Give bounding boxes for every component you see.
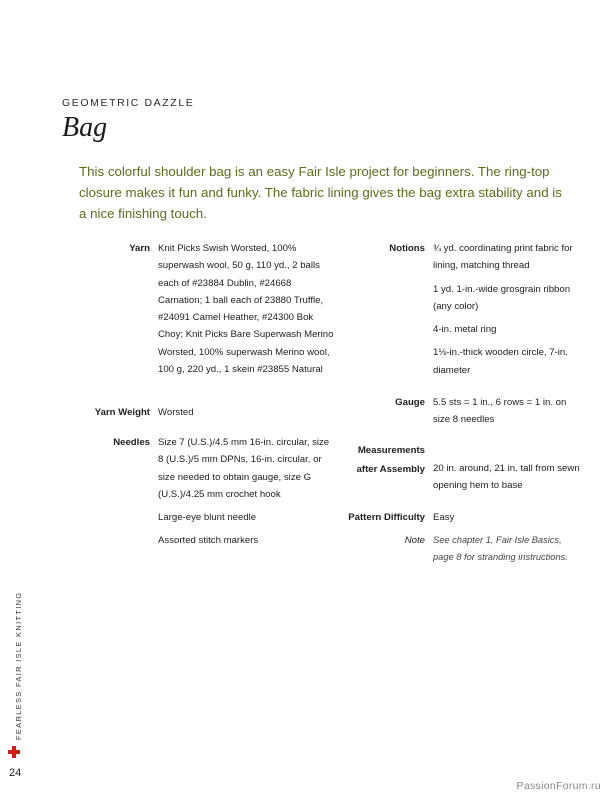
book-title-spine: FEARLESS FAIR ISLE KNITTING [14, 591, 23, 740]
needles-item: Large-eye blunt needle [158, 512, 257, 524]
measurements-value: 20 in. around, 21 in. tall from sewn opening hem to base [433, 463, 580, 492]
gauge-value: 5.5 sts = 1 in., 6 rows = 1 in. on size 8 needles [433, 397, 567, 426]
measurements-label [320, 441, 425, 479]
difficulty-label: Pattern Difficulty [348, 512, 425, 523]
notions-item: 1 yd. 1-in.-wide grosgrain ribbon (any color) [433, 283, 571, 312]
notions-item: 4-in. metal ring [433, 324, 497, 336]
yarn-weight-label: Yarn Weight [94, 407, 150, 418]
needles-item: Size 7 (U.S.)/4.5 mm 16-in. circular, size 8 (U.S.)/5 mm DPNs, 16-in. circular, or size needed to obtain gauge, size G (U.S.)/4.25 mm crochet hook [158, 437, 330, 500]
page-title: Bag [62, 112, 108, 143]
notions-list [433, 240, 583, 385]
needles-label: Needles [113, 437, 150, 448]
notions-label: Notions [389, 243, 425, 254]
needles-list [158, 434, 334, 556]
measurements-label-line2: after Assembly [356, 464, 425, 475]
plus-icon [8, 746, 20, 758]
gauge-label: Gauge [395, 397, 425, 408]
yarn-label: Yarn [129, 243, 150, 254]
yarn-weight-value: Worsted [158, 407, 194, 418]
notions-item: ¾ yd. coordinating print fabric for lining, matching thread [433, 243, 573, 272]
intro-paragraph: This colorful shoulder bag is an easy Fair Isle project for beginners. The ring-top closure makes it fun and funky. The fabric lining gives the bag extra stability and is a nice finishing touch. [79, 164, 562, 221]
notions-item: 1⅛-in.-thick wooden circle, 7-in. diameter [433, 347, 568, 376]
yarn-value: Knit Picks Swish Worsted, 100% superwash wool, 50 g, 110 yd., 2 balls each of #23884 Dublin, #24668 Carnation; 1 ball each of 23880 Truffle, #24091 Camel Heather, #24300 Bok Choy; Knit Picks Bare Superwash Merino Worsted, 100% superwash Merino wool, 100 g, 220 yd., 1 skein #23855 Natural [158, 243, 334, 376]
page-number: 24 [9, 767, 22, 779]
difficulty-value: Easy [433, 512, 455, 523]
note-label: Note [404, 535, 425, 546]
needles-item: Assorted stitch markers [158, 535, 259, 547]
watermark: PassionForum.ru [516, 780, 601, 792]
section-kicker: GEOMETRIC DAZZLE [62, 97, 195, 109]
note-value: See chapter 1, Fair Isle Basics, page 8 for stranding instructions. [433, 535, 568, 563]
measurements-label-line1: Measurements [357, 445, 425, 456]
